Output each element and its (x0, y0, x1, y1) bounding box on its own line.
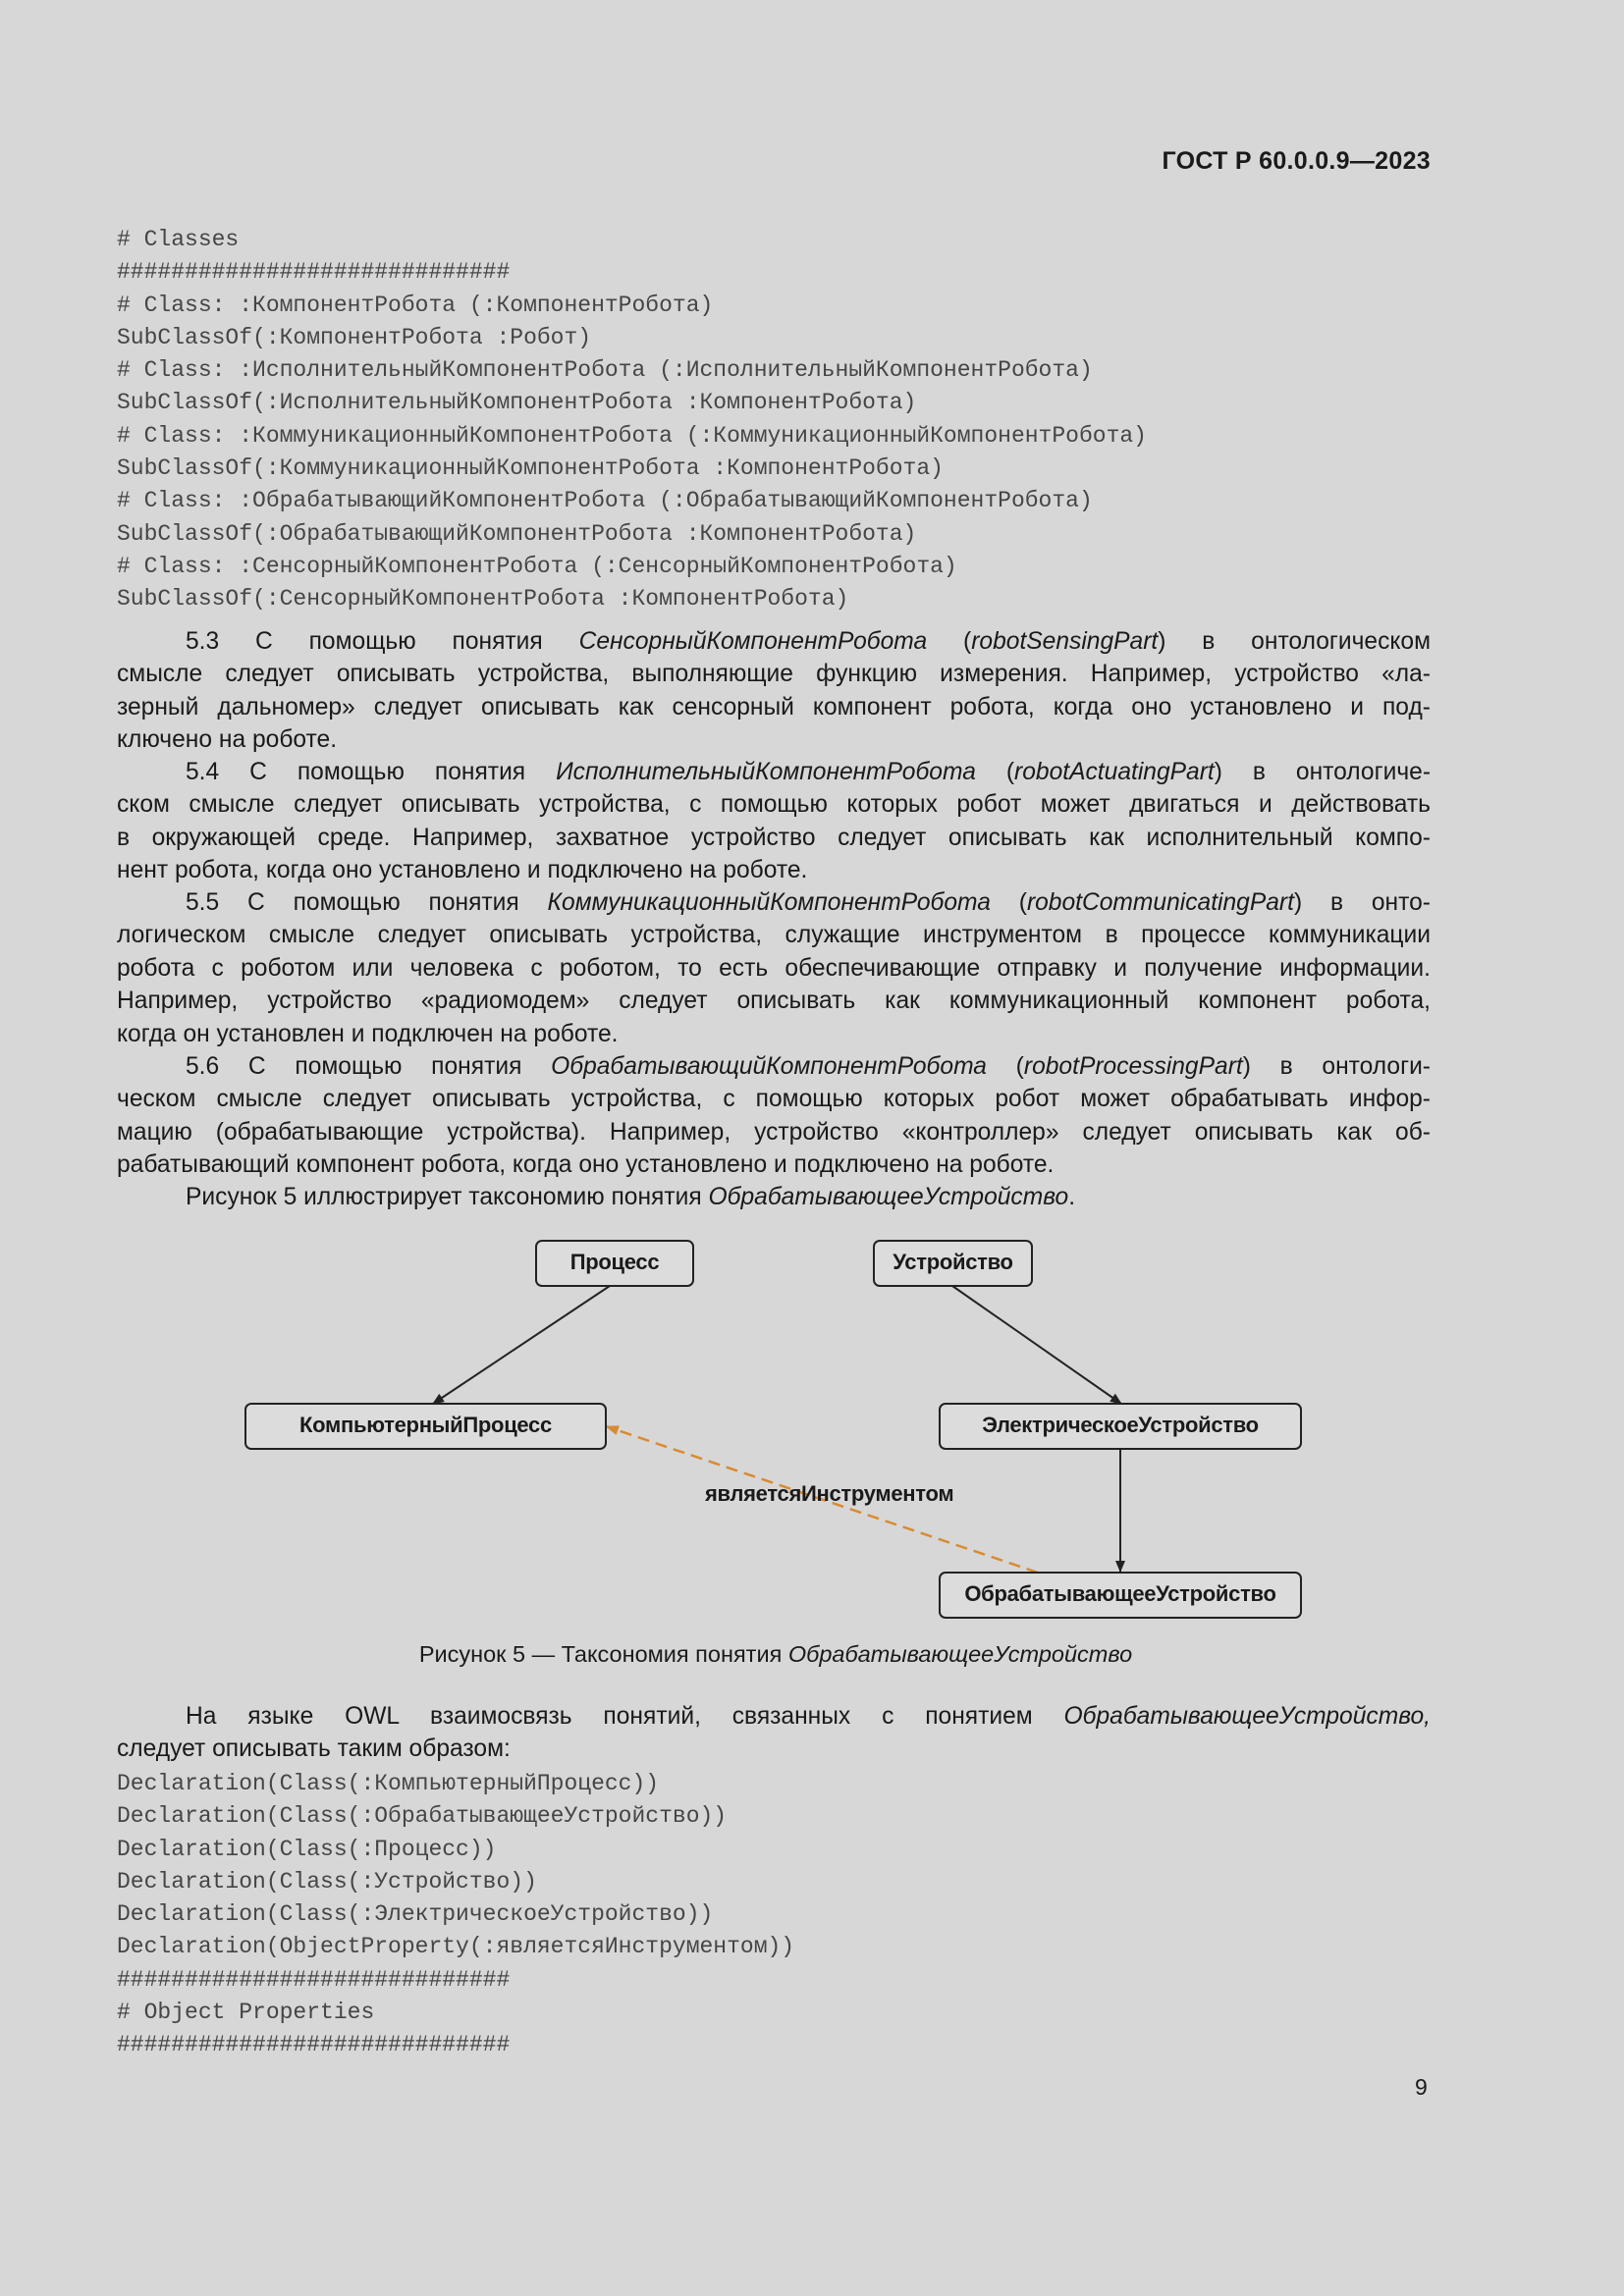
paragraph-owl-intro (117, 1700, 1431, 1766)
code-line: SubClassOf(:СенсорныйКомпонентРобота :КомпонентРобота) (117, 586, 849, 613)
edge-process-to-computer-process (433, 1286, 610, 1404)
code-line: ############################# (117, 2032, 511, 2058)
paragraph-line: 5.6 С помощью понятия ОбрабатывающийКомпонентРобота (robotProcessingPart) в онтологи- (186, 1053, 1431, 1080)
paragraph-line: когда он установлен и подключен на роботе. (117, 1020, 619, 1047)
code-line: # Class: :ОбрабатывающийКомпонентРобота (:ОбрабатывающийКомпонентРобота) (117, 488, 1093, 514)
paragraph-line: ском смысле следует описывать устройства, с помощью которых робот может двигаться и действовать (117, 791, 1431, 819)
figure-caption (0, 1641, 1551, 1668)
code-line: ############################# (117, 259, 511, 286)
paragraph-line: На языке OWL взаимосвязь понятий, связанных с понятием ОбрабатывающееУстройство, (186, 1703, 1431, 1730)
paragraph-line: Например, устройство «радиомодем» следует описывать как коммуникационный компонент робота, (117, 988, 1431, 1015)
paragraph-line: 5.4 С помощью понятия ИсполнительныйКомпонентРобота (robotActuatingPart) в онтологиче- (186, 759, 1432, 785)
code-line: # Object Properties (117, 2000, 375, 2026)
paragraph-line: в окружающей среде. Например, захватное устройство следует описывать как исполнительный компо- (117, 824, 1431, 851)
code-line: SubClassOf(:ИсполнительныйКомпонентРобота :КомпонентРобота) (117, 390, 917, 416)
code-line: # Classes (117, 227, 240, 252)
code-line: Declaration(Class(:ЭлектрическоеУстройство)) (117, 1901, 714, 1928)
node-process: Процесс (535, 1240, 694, 1287)
edge-device-to-electric-device (952, 1286, 1121, 1404)
code-line: ############################# (117, 1966, 511, 1993)
code-line: SubClassOf(:КомпонентРобота :Робот) (117, 324, 592, 350)
paragraph-line: зерный дальномер» следует описывать как сенсорный компонент робота, когда оно установлено и под- (117, 693, 1431, 721)
code-line: # Class: :СенсорныйКомпонентРобота (:СенсорныйКомпонентРобота) (117, 553, 957, 579)
paragraph-line: следует описывать таким образом: (117, 1735, 511, 1763)
code-line: # Class: :КомпонентРобота (:КомпонентРобота) (117, 292, 714, 318)
node-computer-process: КомпьютерныйПроцесс (244, 1403, 607, 1450)
code-line: Declaration(Class(:Процесс)) (117, 1836, 497, 1862)
code-line: Declaration(Class(:ОбрабатывающееУстройство)) (117, 1803, 728, 1830)
code-line: SubClassOf(:КоммуникационныйКомпонентРобота :КомпонентРобота) (117, 455, 944, 482)
code-line: Declaration(ObjectProperty(:являетсяИнструментом)) (117, 1934, 795, 1960)
paragraph-line: Рисунок 5 иллюстрирует таксономию понятия ОбрабатывающееУстройство. (186, 1184, 1076, 1210)
code-line: SubClassOf(:ОбрабатывающийКомпонентРобота :КомпонентРобота) (117, 520, 917, 547)
paragraph-line: мацию (обрабатывающие устройства). Например, устройство «контроллер» следует описывать как об- (117, 1118, 1431, 1146)
page-number: 9 (1415, 2074, 1428, 2100)
code-line: Declaration(Class(:КомпьютерныйПроцесс)) (117, 1771, 660, 1796)
code-line: # Class: :КоммуникационныйКомпонентРобота (:КоммуникационныйКомпонентРобота) (117, 422, 1147, 449)
paragraph-line: 5.5 С помощью понятия КоммуникационныйКомпонентРобота (robotCommunicatingPart) в онто- (186, 889, 1431, 916)
caption-term: ОбрабатывающееУстройство (787, 1641, 1133, 1667)
paragraph-line: 5.3 С помощью понятия СенсорныйКомпонентРобота (robotSensingPart) в онтологическом (186, 628, 1431, 655)
paragraph-line: ческом смысле следует описывать устройства, с помощью которых робот может обрабатывать инфор- (117, 1086, 1431, 1113)
paragraph-line: логическом смысле следует описывать устройства, служащие инструментом в процессе коммуникации (117, 922, 1431, 949)
paragraph-line: нент робота, когда оно установлено и подключено на роботе. (117, 857, 808, 884)
paragraph-line: рабатывающий компонент робота, когда оно установлено и подключено на роботе. (117, 1151, 1055, 1179)
code-line: # Class: :ИсполнительныйКомпонентРобота (:ИсполнительныйКомпонентРобота) (117, 357, 1093, 384)
paragraph-line: ключено на роботе. (117, 726, 338, 754)
node-electric-device: ЭлектрическоеУстройство (939, 1403, 1302, 1450)
node-device: Устройство (873, 1240, 1033, 1287)
document-header: ГОСТ Р 60.0.0.9—2023 (1162, 147, 1431, 175)
paragraph-line: смысле следует описывать устройства, выполняющие функцию измерения. Например, устройство «ла- (117, 661, 1431, 688)
edge-label-is-instrument: являетсяИнструментом (705, 1481, 954, 1506)
code-block-declarations (117, 1768, 794, 2062)
paragraph-line: робота с роботом или человека с роботом, то есть обеспечивающие отправку и получение информации. (117, 954, 1431, 982)
code-line: Declaration(Class(:Устройство)) (117, 1868, 537, 1895)
caption-prefix: Рисунок 5 — Таксономия понятия (418, 1641, 788, 1667)
node-processing-device: ОбрабатывающееУстройство (939, 1572, 1302, 1619)
